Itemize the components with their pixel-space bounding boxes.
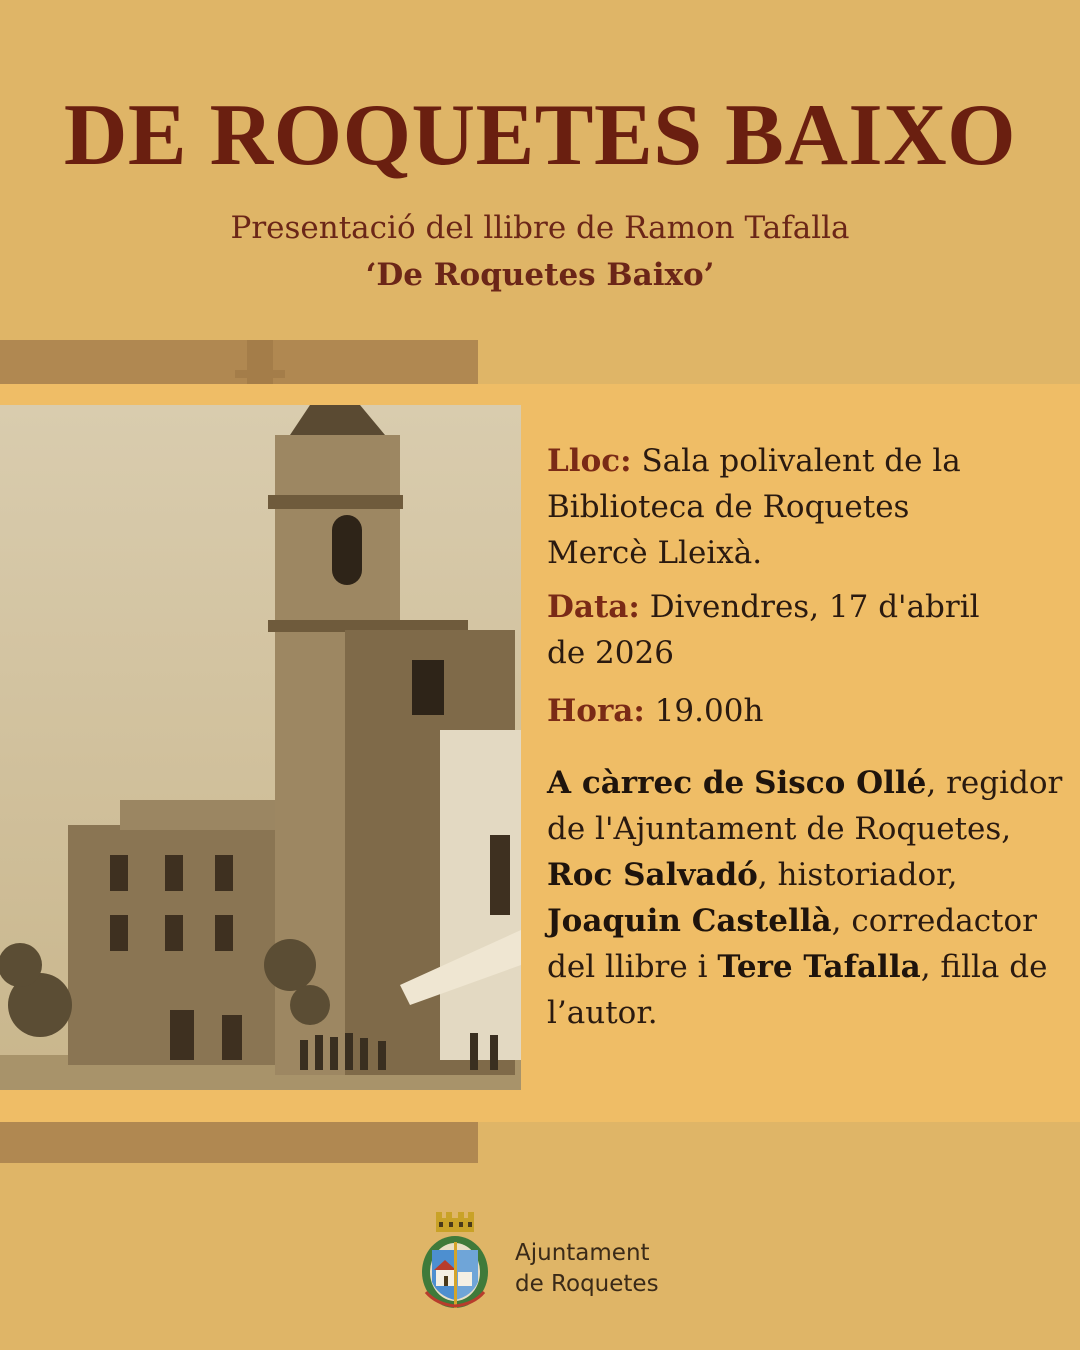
coat-of-arms-icon [420, 1212, 490, 1312]
location-line-3: Mercè Lleixà. [547, 535, 763, 571]
book-title: ‘De Roquetes Baixo’ [365, 257, 715, 293]
speakers-line-2: de l'Ajuntament de Roquetes, [547, 811, 1012, 847]
event-details [547, 438, 1067, 1036]
historic-photo [0, 405, 521, 1090]
speakers-line-6: l’autor. [547, 995, 658, 1031]
time-label: Hora: [547, 693, 645, 729]
location-label: Lloc: [547, 443, 632, 479]
date-line-1: Divendres, 17 d'abril [649, 589, 980, 625]
speaker-4-name: Tere Tafalla [717, 949, 921, 985]
location-row [547, 438, 1067, 484]
page-subtitle: Presentació del llibre de Ramon Tafalla [230, 210, 850, 246]
speakers-line-4 [547, 898, 1067, 944]
speaker-2-role: , historiador, [757, 857, 958, 893]
speaker-3-name: Joaquin Castellà [547, 903, 832, 939]
page-title: DE ROQUETES BAIXO [63, 87, 1017, 184]
date-label: Data: [547, 589, 640, 625]
speaker-3-role: , corredactor [831, 903, 1038, 939]
organizer-line-2: de Roquetes [515, 1271, 659, 1297]
speaker-1-name: Sisco Ollé [754, 765, 927, 801]
speaker-3-role-cont: del llibre i [547, 949, 708, 985]
speaker-4-role: , filla de [920, 949, 1048, 985]
speakers-line-3 [547, 852, 1067, 898]
time-row [547, 688, 1067, 734]
organizer [515, 1238, 659, 1300]
speaker-1-role: , regidor [926, 765, 1063, 801]
time-value: 19.00h [654, 693, 764, 729]
speaker-2-name: Roc Salvadó [547, 857, 758, 893]
speakers-line-5 [547, 944, 1067, 990]
location-line-2: Biblioteca de Roquetes [547, 489, 910, 525]
location-line-1: Sala polivalent de la [641, 443, 961, 479]
date-line-2: de 2026 [547, 635, 674, 671]
speakers-intro: A càrrec de [547, 765, 745, 801]
organizer-line-1: Ajuntament [515, 1240, 650, 1266]
speakers-line-1 [547, 760, 1067, 806]
date-row [547, 584, 1067, 630]
